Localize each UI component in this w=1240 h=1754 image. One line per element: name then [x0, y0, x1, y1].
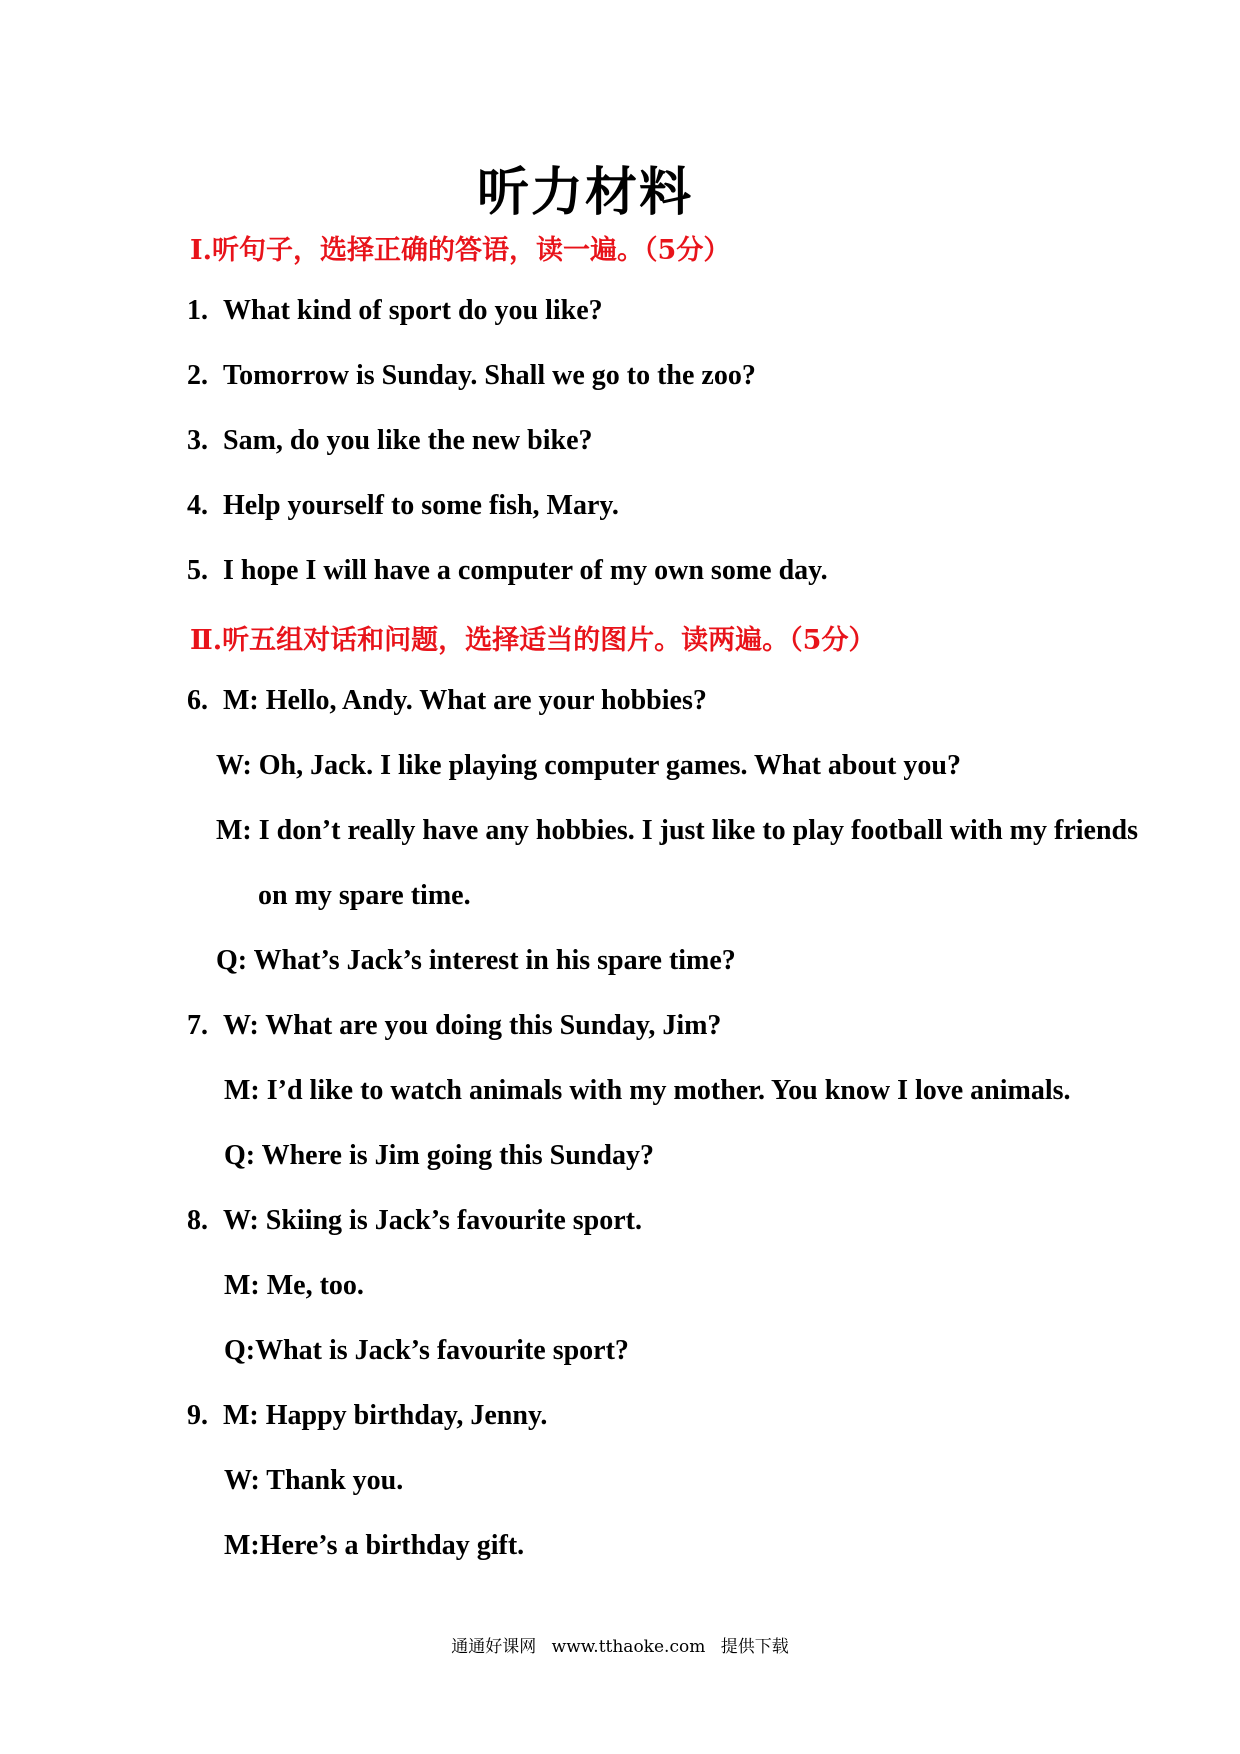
footer-suffix: 提供下载	[720, 1637, 789, 1657]
item-text: Help yourself to some fish, Mary.	[223, 490, 619, 521]
item-number: 9.	[187, 1400, 208, 1431]
dialogue-line	[187, 685, 707, 717]
dialogue-line: on my spare time.	[258, 880, 471, 911]
dialogue-line	[187, 1010, 721, 1042]
list-item	[187, 490, 619, 522]
item-number: 4.	[187, 490, 208, 521]
item-number: 6.	[187, 685, 208, 716]
page-footer	[0, 1632, 1240, 1657]
item-number: 3.	[187, 425, 208, 456]
question-line: Q:What is Jack’s favourite sport?	[224, 1335, 629, 1366]
footer-url[interactable]: www.tthaoke.com	[551, 1637, 706, 1657]
item-number: 2.	[187, 360, 208, 391]
page-title: 听力材料	[476, 162, 693, 223]
dialogue-text: W: Skiing is Jack’s favourite sport.	[223, 1205, 642, 1236]
dialogue-line	[187, 1400, 547, 1432]
dialogue-line: M: I’d like to watch animals with my mother. You know I love animals.	[224, 1075, 1071, 1106]
list-item	[187, 295, 603, 327]
dialogue-line: W: Oh, Jack. I like playing computer games. What about you?	[216, 750, 961, 781]
footer-site-name: 通通好课网	[451, 1637, 537, 1657]
dialogue-line: M:Here’s a birthday gift.	[224, 1530, 525, 1561]
list-item	[187, 555, 828, 587]
item-text: Sam, do you like the new bike?	[223, 425, 593, 456]
list-item	[187, 360, 756, 392]
item-number: 7.	[187, 1010, 208, 1041]
dialogue-text: M: Happy birthday, Jenny.	[223, 1400, 548, 1431]
item-number: 1.	[187, 295, 208, 326]
list-item	[187, 425, 593, 457]
dialogue-text: W: What are you doing this Sunday, Jim?	[223, 1010, 722, 1041]
section-1-heading: Ⅰ.听句子，选择正确的答语，读一遍。（5分）	[190, 235, 731, 266]
item-number: 8.	[187, 1205, 208, 1236]
item-text: I hope I will have a computer of my own some day.	[223, 555, 828, 586]
item-number: 5.	[187, 555, 208, 586]
dialogue-line	[187, 1205, 642, 1237]
section-2-heading: Ⅱ.听五组对话和问题，选择适当的图片。读两遍。（5分）	[190, 625, 876, 656]
question-line: Q: Where is Jim going this Sunday?	[224, 1140, 654, 1171]
dialogue-text: M: Hello, Andy. What are your hobbies?	[223, 685, 707, 716]
question-line: Q: What’s Jack’s interest in his spare time?	[216, 945, 736, 976]
dialogue-line: M: I don’t really have any hobbies. I just like to play football with my friends	[216, 815, 1138, 846]
item-text: Tomorrow is Sunday. Shall we go to the zoo?	[223, 360, 756, 391]
dialogue-line: W: Thank you.	[224, 1465, 404, 1496]
dialogue-line: M: Me, too.	[224, 1270, 364, 1301]
item-text: What kind of sport do you like?	[223, 295, 603, 326]
